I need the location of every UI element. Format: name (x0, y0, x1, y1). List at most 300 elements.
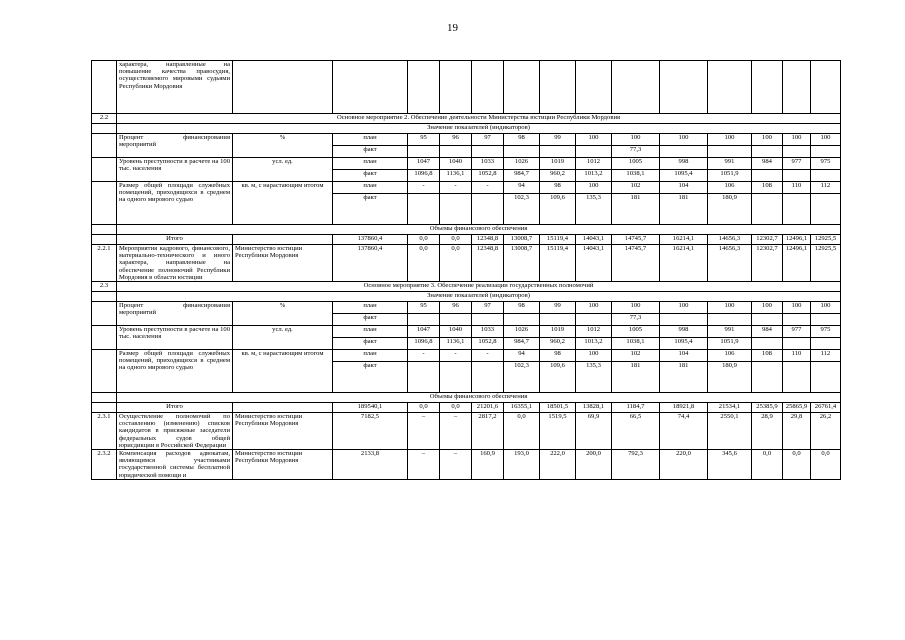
value-cell: 0,0 (752, 450, 783, 480)
value-cell: 96 (440, 134, 472, 146)
table-cell (472, 61, 504, 114)
value-cell: 95 (408, 302, 440, 314)
table-row (92, 245, 841, 282)
value-cell: 135,3 (576, 362, 612, 393)
value-cell: 960,2 (540, 338, 576, 350)
value-cell: 1012 (576, 326, 612, 338)
value-cell: 1184,7 (612, 403, 660, 413)
value-cell: 100 (612, 302, 660, 314)
value-cell: 102 (612, 182, 660, 194)
table-cell (92, 302, 117, 326)
value-cell: 100 (783, 134, 811, 146)
row-type: факт (333, 362, 408, 393)
value-cell: 106 (708, 350, 752, 362)
value-cell: 12302,7 (752, 245, 783, 282)
value-cell: 100 (708, 302, 752, 314)
value-cell: 998 (660, 158, 708, 170)
row-type: факт (333, 338, 408, 350)
value-cell: 977 (783, 158, 811, 170)
value-cell (783, 362, 811, 393)
total-label: Итого (117, 403, 233, 413)
value-cell (472, 194, 504, 225)
value-cell: – (408, 450, 440, 480)
value-cell: 102 (612, 350, 660, 362)
value-cell: 77,3 (612, 314, 660, 326)
value-cell: 1005 (612, 158, 660, 170)
value-cell: 98 (504, 134, 540, 146)
value-cell: 1096,8 (408, 170, 440, 182)
value-cell: 960,2 (540, 170, 576, 182)
total-value: 7182,5 (333, 413, 408, 450)
indicator-name: Уровень преступности в расчете на 100 тыс. населения (117, 326, 233, 350)
value-cell (472, 362, 504, 393)
value-cell: 106 (708, 182, 752, 194)
value-cell (752, 194, 783, 225)
value-cell (660, 146, 708, 158)
value-cell: 1040 (440, 326, 472, 338)
row-type: план (333, 326, 408, 338)
value-cell: 0,0 (440, 245, 472, 282)
table-cell (708, 61, 752, 114)
value-cell: 984 (752, 326, 783, 338)
table-cell (233, 235, 333, 245)
table-cell (92, 326, 117, 350)
value-cell: 14656,3 (708, 245, 752, 282)
section-number: 2.2 (92, 114, 117, 124)
value-cell: 100 (752, 134, 783, 146)
value-cell: 21201,6 (472, 403, 504, 413)
value-cell: 160,9 (472, 450, 504, 480)
value-cell: 98 (540, 350, 576, 362)
value-cell: 13008,7 (504, 235, 540, 245)
indicator-unit: усл. ед. (233, 158, 333, 182)
table-row (92, 61, 841, 114)
value-cell (811, 170, 841, 182)
value-cell: - (440, 182, 472, 194)
value-cell: 1005 (612, 326, 660, 338)
value-cell: 135,3 (576, 194, 612, 225)
value-cell: 14043,1 (576, 235, 612, 245)
value-cell: 0,0 (811, 450, 841, 480)
table-cell (92, 350, 117, 393)
value-cell: 110 (783, 182, 811, 194)
table-cell (783, 61, 811, 114)
value-cell: 1013,2 (576, 338, 612, 350)
measure-name: характера, направленные на повышение качества правосудия, осуществляемого мировыми судьями Республики Мордовия (117, 61, 233, 114)
value-cell: 180,9 (708, 194, 752, 225)
table-cell (92, 393, 117, 403)
value-cell (783, 170, 811, 182)
subheading: Объемы финансового обеспечения (117, 393, 841, 403)
value-cell: – (440, 413, 472, 450)
value-cell: 1096,8 (408, 338, 440, 350)
value-cell: 100 (576, 182, 612, 194)
table-row (92, 292, 841, 302)
value-cell: 12496,1 (783, 235, 811, 245)
value-cell (660, 314, 708, 326)
value-cell: - (408, 182, 440, 194)
value-cell: 18501,5 (540, 403, 576, 413)
value-cell (540, 146, 576, 158)
table-cell (233, 403, 333, 413)
value-cell (440, 194, 472, 225)
value-cell: 0,0 (504, 413, 540, 450)
value-cell (440, 314, 472, 326)
table-row (92, 350, 841, 362)
value-cell: 975 (811, 326, 841, 338)
value-cell: 108 (752, 182, 783, 194)
table-row (92, 302, 841, 314)
value-cell: 12348,8 (472, 245, 504, 282)
item-number: 2.3.1 (92, 413, 117, 450)
table-cell (92, 61, 117, 114)
value-cell: 1026 (504, 326, 540, 338)
value-cell: – (440, 450, 472, 480)
value-cell (408, 314, 440, 326)
value-cell: - (472, 350, 504, 362)
section-title: Основное мероприятие 2. Обеспечение деятельности Министерства юстиции Республики Мордовия (117, 114, 841, 124)
total-value: 2133,8 (333, 450, 408, 480)
row-type: факт (333, 170, 408, 182)
value-cell: 1136,1 (440, 170, 472, 182)
table-cell (92, 182, 117, 225)
value-cell: 100 (576, 350, 612, 362)
page-number: 19 (447, 22, 458, 34)
value-cell: 100 (576, 302, 612, 314)
value-cell: 98 (540, 182, 576, 194)
value-cell (783, 314, 811, 326)
table-row (92, 326, 841, 338)
row-type: план (333, 182, 408, 194)
table-cell (92, 158, 117, 182)
table-cell (92, 124, 117, 134)
total-value: 137860,4 (333, 245, 408, 282)
table-row (92, 393, 841, 403)
value-cell (783, 146, 811, 158)
value-cell: 100 (811, 134, 841, 146)
table-cell (504, 61, 540, 114)
section-number: 2.3 (92, 282, 117, 292)
value-cell: 1136,1 (440, 338, 472, 350)
value-cell: 77,3 (612, 146, 660, 158)
value-cell: 0,0 (783, 450, 811, 480)
value-cell: 12925,5 (811, 245, 841, 282)
value-cell (504, 146, 540, 158)
value-cell (408, 194, 440, 225)
table-cell (333, 61, 408, 114)
value-cell (752, 338, 783, 350)
value-cell: 100 (660, 302, 708, 314)
value-cell: 12302,7 (752, 235, 783, 245)
total-value: 189540,1 (333, 403, 408, 413)
value-cell: 18921,8 (660, 403, 708, 413)
table-row (92, 225, 841, 235)
subheading: Значение показателей (индикаторов) (117, 292, 841, 302)
table-row (92, 134, 841, 146)
row-type: факт (333, 146, 408, 158)
value-cell: 99 (540, 302, 576, 314)
total-label: Итого (117, 235, 233, 245)
table-row (92, 282, 841, 292)
value-cell: 28,9 (752, 413, 783, 450)
indicator-name: Размер общей площади служебных помещений, приходящихся в среднем на одного мирового судью (117, 350, 233, 393)
row-type: план (333, 302, 408, 314)
value-cell (472, 146, 504, 158)
item-number: 2.3.2 (92, 450, 117, 480)
value-cell: 984,7 (504, 170, 540, 182)
value-cell: 96 (440, 302, 472, 314)
value-cell: - (408, 350, 440, 362)
indicator-unit: кв. м, с нарастающим итогом (233, 182, 333, 225)
value-cell: 13008,7 (504, 245, 540, 282)
value-cell: 975 (811, 158, 841, 170)
value-cell: 98 (504, 302, 540, 314)
measure-name: Мероприятия кадрового, финансового, материально-технического и иного характера, направленные на обеспечение полномочий Республики Мордовия в области юстиции (117, 245, 233, 282)
value-cell: 100 (708, 134, 752, 146)
table-cell (576, 61, 612, 114)
value-cell: 0,0 (408, 245, 440, 282)
value-cell: 15119,4 (540, 245, 576, 282)
value-cell (811, 194, 841, 225)
value-cell: 25865,9 (783, 403, 811, 413)
indicator-unit: % (233, 134, 333, 158)
indicator-name: Процент финансирования мероприятий (117, 134, 233, 158)
value-cell: 1019 (540, 326, 576, 338)
value-cell: 12925,5 (811, 235, 841, 245)
table-cell (612, 61, 660, 114)
value-cell: 1052,8 (472, 170, 504, 182)
value-cell (408, 146, 440, 158)
value-cell: 200,0 (576, 450, 612, 480)
indicator-unit: кв. м, с нарастающим итогом (233, 350, 333, 393)
value-cell: 69,9 (576, 413, 612, 450)
value-cell (408, 362, 440, 393)
value-cell (440, 146, 472, 158)
row-type: план (333, 134, 408, 146)
value-cell (811, 338, 841, 350)
value-cell: 1038,1 (612, 170, 660, 182)
value-cell: 181 (612, 362, 660, 393)
value-cell: 0,0 (408, 235, 440, 245)
row-type: факт (333, 314, 408, 326)
value-cell: - (472, 182, 504, 194)
value-cell: 193,0 (504, 450, 540, 480)
table-cell (92, 225, 117, 235)
value-cell: 26,2 (811, 413, 841, 450)
value-cell: 12496,1 (783, 245, 811, 282)
value-cell (708, 314, 752, 326)
value-cell: 1033 (472, 158, 504, 170)
value-cell: 16214,1 (660, 245, 708, 282)
value-cell: 14745,7 (612, 245, 660, 282)
table-row (92, 182, 841, 194)
value-cell: 181 (660, 194, 708, 225)
value-cell: 998 (660, 326, 708, 338)
value-cell: 977 (783, 326, 811, 338)
row-type: план (333, 158, 408, 170)
indicator-name: Уровень преступности в расчете на 100 тыс. населения (117, 158, 233, 182)
value-cell: 991 (708, 158, 752, 170)
value-cell: 94 (504, 350, 540, 362)
value-cell: 112 (811, 182, 841, 194)
indicator-unit: усл. ед. (233, 326, 333, 350)
value-cell: 1026 (504, 158, 540, 170)
value-cell (576, 314, 612, 326)
table-cell (540, 61, 576, 114)
table-row (92, 124, 841, 134)
value-cell: 100 (660, 134, 708, 146)
value-cell (752, 314, 783, 326)
program-table (91, 60, 841, 480)
value-cell: 222,0 (540, 450, 576, 480)
value-cell: 74,4 (660, 413, 708, 450)
value-cell: 0,0 (408, 403, 440, 413)
value-cell: 1012 (576, 158, 612, 170)
value-cell (783, 194, 811, 225)
value-cell (708, 146, 752, 158)
value-cell: 109,6 (540, 362, 576, 393)
table-row (92, 413, 841, 450)
value-cell: 2550,1 (708, 413, 752, 450)
value-cell: 0,0 (440, 235, 472, 245)
value-cell: 29,8 (783, 413, 811, 450)
value-cell: 181 (660, 362, 708, 393)
table-cell (92, 235, 117, 245)
value-cell: 792,3 (612, 450, 660, 480)
value-cell (440, 362, 472, 393)
value-cell: 1095,4 (660, 338, 708, 350)
value-cell: 1019 (540, 158, 576, 170)
value-cell: 95 (408, 134, 440, 146)
executor: Министерство юстиции Республики Мордовия (233, 450, 333, 480)
row-type: факт (333, 194, 408, 225)
value-cell: 108 (752, 350, 783, 362)
value-cell: 1047 (408, 158, 440, 170)
value-cell: 1051,9 (708, 338, 752, 350)
value-cell: 1095,4 (660, 170, 708, 182)
table-cell (660, 61, 708, 114)
value-cell: 26761,4 (811, 403, 841, 413)
table-body (92, 61, 841, 480)
value-cell: 100 (811, 302, 841, 314)
value-cell: 180,9 (708, 362, 752, 393)
value-cell: 102,3 (504, 362, 540, 393)
value-cell (576, 146, 612, 158)
value-cell: 94 (504, 182, 540, 194)
value-cell: 1040 (440, 158, 472, 170)
value-cell: 104 (660, 350, 708, 362)
table-cell (92, 292, 117, 302)
value-cell (472, 314, 504, 326)
table-cell (92, 134, 117, 158)
value-cell: 97 (472, 302, 504, 314)
value-cell (783, 338, 811, 350)
indicator-name: Размер общей площади служебных помещений, приходящихся в среднем на одного мирового судью (117, 182, 233, 225)
value-cell: 66,5 (612, 413, 660, 450)
value-cell (811, 314, 841, 326)
value-cell (752, 362, 783, 393)
table-row (92, 158, 841, 170)
table-row (92, 403, 841, 413)
value-cell: 984,7 (504, 338, 540, 350)
total-value: 137860,4 (333, 235, 408, 245)
value-cell: 21534,1 (708, 403, 752, 413)
table-cell (92, 403, 117, 413)
subheading: Значение показателей (индикаторов) (117, 124, 841, 134)
value-cell: 25385,9 (752, 403, 783, 413)
executor: Министерство юстиции Республики Мордовия (233, 245, 333, 282)
measure-name: Компенсация расходов адвокатам, являющимся участниками государственной системы бесплатной юридической помощи и (117, 450, 233, 480)
value-cell: 984 (752, 158, 783, 170)
value-cell: 0,0 (440, 403, 472, 413)
value-cell: 100 (783, 302, 811, 314)
value-cell: 220,0 (660, 450, 708, 480)
value-cell (811, 146, 841, 158)
value-cell: 13828,1 (576, 403, 612, 413)
table-row (92, 114, 841, 124)
table-row (92, 235, 841, 245)
item-number: 2.2.1 (92, 245, 117, 282)
value-cell: 97 (472, 134, 504, 146)
value-cell: 14745,7 (612, 235, 660, 245)
table-row (92, 450, 841, 480)
table-cell (408, 61, 440, 114)
value-cell: 1051,9 (708, 170, 752, 182)
subheading: Объемы финансового обеспечения (117, 225, 841, 235)
value-cell (811, 362, 841, 393)
indicator-name: Процент финансирования мероприятий (117, 302, 233, 326)
row-type: план (333, 350, 408, 362)
value-cell: 2817,2 (472, 413, 504, 450)
value-cell: - (440, 350, 472, 362)
value-cell: 109,6 (540, 194, 576, 225)
value-cell: 100 (612, 134, 660, 146)
value-cell: – (408, 413, 440, 450)
value-cell: 112 (811, 350, 841, 362)
executor: Министерство юстиции Республики Мордовия (233, 413, 333, 450)
value-cell (752, 146, 783, 158)
value-cell: 99 (540, 134, 576, 146)
value-cell: 1033 (472, 326, 504, 338)
value-cell (504, 314, 540, 326)
value-cell: 181 (612, 194, 660, 225)
value-cell: 345,6 (708, 450, 752, 480)
value-cell: 12348,8 (472, 235, 504, 245)
value-cell: 100 (752, 302, 783, 314)
value-cell (752, 170, 783, 182)
table-cell (752, 61, 783, 114)
value-cell: 1038,1 (612, 338, 660, 350)
value-cell: 104 (660, 182, 708, 194)
measure-name: Осуществление полномочий по составлению (изменению) списков кандидатов в присяжные заседатели федеральных судов общей юрисдикции в Российской Федерации (117, 413, 233, 450)
value-cell: 1519,5 (540, 413, 576, 450)
value-cell: 110 (783, 350, 811, 362)
table-cell (811, 61, 841, 114)
value-cell: 1052,8 (472, 338, 504, 350)
value-cell: 16214,1 (660, 235, 708, 245)
value-cell: 991 (708, 326, 752, 338)
value-cell: 102,3 (504, 194, 540, 225)
value-cell: 15119,4 (540, 235, 576, 245)
table-cell (440, 61, 472, 114)
section-title: Основное мероприятие 3. Обеспечение реализации государственных полномочий (117, 282, 841, 292)
table-cell (233, 61, 333, 114)
value-cell: 14656,3 (708, 235, 752, 245)
value-cell: 1047 (408, 326, 440, 338)
value-cell: 14043,1 (576, 245, 612, 282)
indicator-unit: % (233, 302, 333, 326)
value-cell: 16355,1 (504, 403, 540, 413)
